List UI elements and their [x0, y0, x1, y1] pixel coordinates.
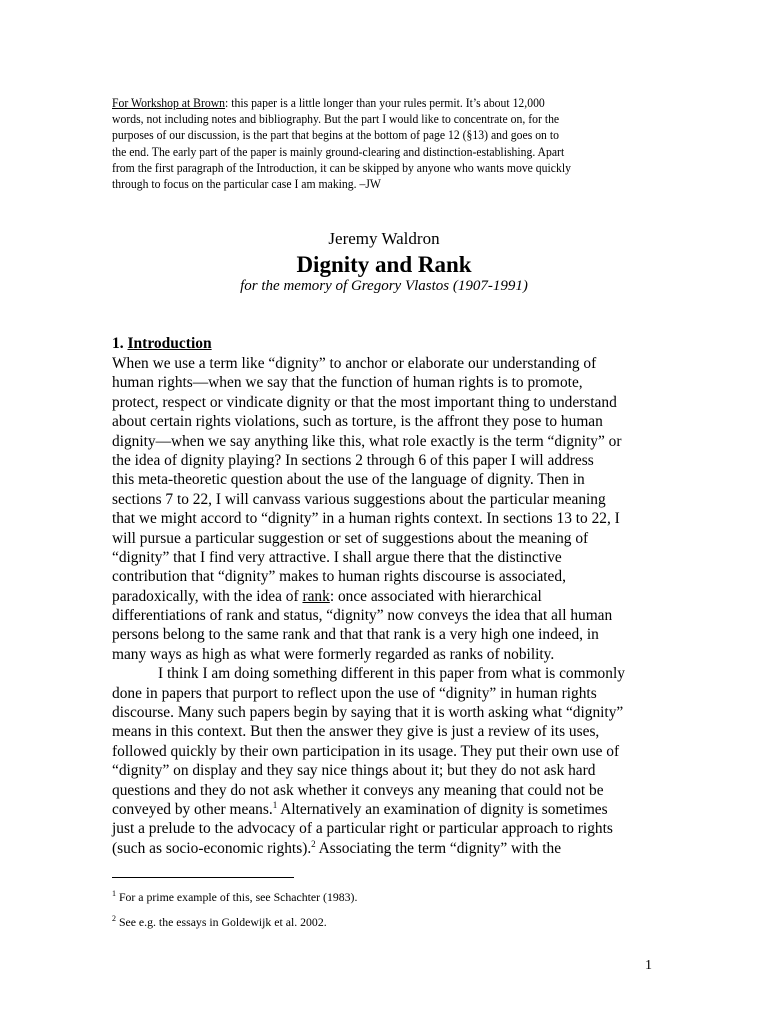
body-line: questions and they do not ask whether it conveys any meaning that could not be [112, 781, 604, 799]
workshop-note-line: through to focus on the particular case I am making. –JW [112, 177, 381, 192]
body-line: differentiations of rank and status, “dignity” now conveys the idea that all human [112, 607, 613, 625]
author-name: Jeremy Waldron [328, 229, 440, 248]
footnote-mark: 2 [112, 914, 116, 924]
section-number: 1. [112, 335, 128, 352]
body-line: just a prelude to the advocacy of a particular right or particular approach to rights [112, 820, 613, 838]
body-line: means in this context. But then the answer they give is just a review of its uses, [112, 723, 600, 741]
workshop-note [112, 95, 614, 192]
paper-title: Dignity and Rank [296, 252, 472, 277]
workshop-note-lead: For Workshop at Brown [112, 96, 226, 110]
body-line: followed quickly by their own participation in its usage. They put their own use of [112, 742, 620, 760]
body-line: human rights—when we say that the function of human rights is to promote, [112, 374, 583, 392]
body-line: the idea of dignity playing? In sections 2 through 6 of this paper I will address [112, 451, 594, 469]
body-line: sections 7 to 22, I will canvass various suggestions about the particular meaning [112, 490, 606, 508]
footnote-2 [112, 915, 327, 930]
body-line: contribution that “dignity” makes to human rights discourse is associated, [112, 568, 566, 586]
footnote-text: See e.g. the essays in Goldewijk et al. 2002. [116, 915, 327, 929]
body-line: When we use a term like “dignity” to anchor or elaborate our understanding of [112, 355, 597, 372]
footnote-separator [112, 877, 294, 878]
body-line: “dignity” that I find very attractive. I shall argue there that the distinctive [112, 548, 562, 566]
page-number: 1 [645, 958, 652, 973]
body-text-span: paradoxically, with the idea of [112, 587, 303, 605]
body-line: “dignity” on display and they say nice things about it; but they do not ask hard [112, 762, 596, 780]
footnote-mark: 1 [112, 889, 116, 899]
workshop-note-line: the end. The early part of the paper is mainly ground-clearing and distinction-establishing. Apart [112, 144, 565, 159]
body-text [112, 354, 672, 858]
body-line [112, 587, 672, 606]
dedication: for the memory of Gregory Vlastos (1907-1991) [240, 278, 528, 294]
body-line: that we might accord to “dignity” in a human rights context. In sections 13 to 22, I [112, 510, 620, 528]
workshop-note-line: purposes of our discussion, is the part that begins at the bottom of page 12 (§13) and goes on to [112, 128, 559, 143]
body-line: protect, respect or vindicate dignity or that the most important thing to understand [112, 393, 617, 411]
body-text-span: : once associated with hierarchical [329, 587, 542, 605]
body-text-span: Associating the term “dignity” with the [315, 839, 562, 857]
footnote-1 [112, 890, 357, 905]
body-line: this meta-theoretic question about the use of the language of dignity. Then in [112, 471, 585, 489]
body-line: many ways as high as what were formerly regarded as ranks of nobility. [112, 645, 555, 663]
body-line: done in papers that purport to reflect upon the use of “dignity” in human rights [112, 684, 597, 702]
workshop-note-text: : this paper is a little longer than your rules permit. It’s about 12,000 [225, 96, 545, 110]
footnote-ref-2[interactable]: 2 [311, 838, 316, 849]
workshop-note-line-1 [112, 95, 614, 111]
workshop-note-line: words, not including notes and bibliography. But the part I would like to concentrate on, for the [112, 112, 560, 127]
body-text-span: conveyed by other means. [112, 800, 273, 818]
footnote-ref-1[interactable]: 1 [272, 799, 278, 810]
body-line: will pursue a particular suggestion or set of suggestions about the meaning of [112, 529, 589, 547]
body-line [112, 839, 672, 858]
section-title: Introduction [127, 335, 212, 352]
section-heading [112, 335, 212, 353]
workshop-note-line: from the first paragraph of the Introduction, it can be skipped by anyone who wants move quickly [112, 160, 571, 175]
body-line: I think I am doing something different in this paper from what is commonly [158, 665, 625, 683]
rank-emphasis: rank [302, 587, 330, 605]
footnote-text: For a prime example of this, see Schachter (1983). [116, 890, 358, 904]
body-text-span: Alternatively an examination of dignity is sometimes [277, 800, 608, 818]
body-line: about certain rights violations, such as torture, is the affront they pose to human [112, 413, 603, 431]
body-text-span: (such as socio-economic rights). [112, 839, 312, 857]
body-line: dignity—when we say anything like this, what role exactly is the term “dignity” or [112, 432, 622, 450]
body-line: persons belong to the same rank and that that rank is a very high one indeed, in [112, 626, 599, 644]
body-line: discourse. Many such papers begin by saying that it is worth asking what “dignity” [112, 704, 624, 722]
body-line [112, 800, 672, 819]
